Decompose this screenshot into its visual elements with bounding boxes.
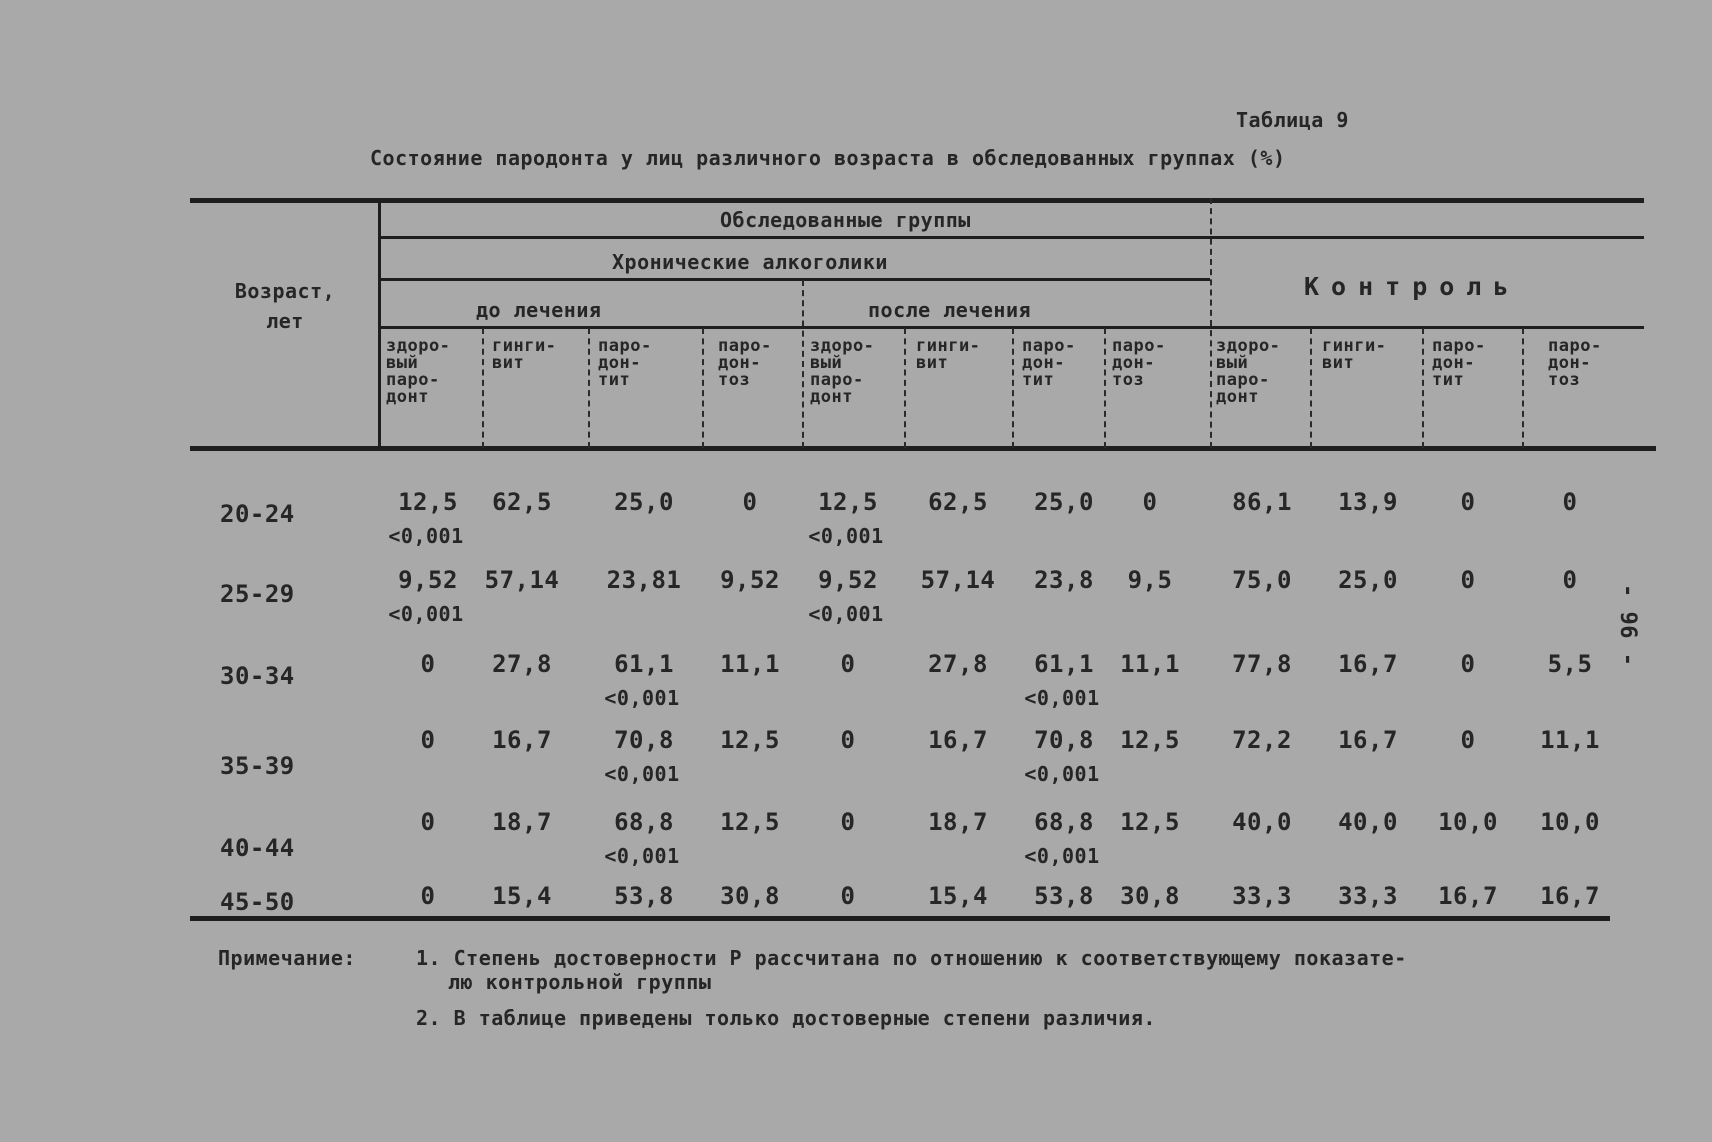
- table-cell: 77,8: [1232, 650, 1292, 678]
- p-value: <0,001: [604, 686, 680, 710]
- table-cell: 0: [1142, 488, 1158, 516]
- after-treatment-header: после лечения: [868, 298, 1032, 322]
- table-cell: 0: [840, 808, 856, 836]
- table-cell: 27,8: [928, 650, 988, 678]
- vline-c1: [482, 328, 484, 448]
- table-cell: 40,0: [1338, 808, 1398, 836]
- table-cell: 11,1: [720, 650, 780, 678]
- vline-c5: [904, 328, 906, 448]
- table-cell: 61,1: [614, 650, 674, 678]
- table-cell: 25,0: [1338, 566, 1398, 594]
- table-cell: 12,5: [1120, 726, 1180, 754]
- alcoholics-header: Хронические алкоголики: [612, 250, 888, 274]
- table-cell: 16,7: [492, 726, 552, 754]
- table-cell: 86,1: [1232, 488, 1292, 516]
- table-cell: 15,4: [492, 882, 552, 910]
- table-cell: 30,8: [1120, 882, 1180, 910]
- table-cell: 75,0: [1232, 566, 1292, 594]
- sub-header-periodontitis-after: паро- дон- тит: [1022, 336, 1076, 390]
- table-cell: 40,0: [1232, 808, 1292, 836]
- p-value: <0,001: [604, 762, 680, 786]
- age-header: Возраст, лет: [234, 279, 336, 333]
- vline-c6: [1012, 328, 1014, 448]
- header-bottom-rule: [190, 446, 1656, 451]
- table-cell: 18,7: [492, 808, 552, 836]
- vline-c10: [1422, 328, 1424, 448]
- row-age-label: 20-24: [220, 500, 295, 528]
- table-cell: 33,3: [1232, 882, 1292, 910]
- row-age-label: 35-39: [220, 752, 295, 780]
- vline-c7: [1104, 328, 1106, 448]
- sub-header-periodontosis-control: паро- дон- тоз: [1548, 336, 1602, 390]
- table-cell: 0: [420, 650, 436, 678]
- table-cell: 0: [840, 882, 856, 910]
- table-cell: 9,52: [720, 566, 780, 594]
- vline-c11: [1522, 328, 1524, 448]
- table-cell: 16,7: [1338, 726, 1398, 754]
- table-cell: 62,5: [492, 488, 552, 516]
- table-cell: 16,7: [1540, 882, 1600, 910]
- sub-header-periodontitis-control: паро- дон- тит: [1432, 336, 1486, 390]
- table-cell: 0: [1460, 488, 1476, 516]
- vline-before-after: [802, 280, 804, 448]
- sub-header-periodontosis-before: паро- дон- тоз: [718, 336, 772, 390]
- table-cell: 0: [1562, 566, 1578, 594]
- table-cell: 9,52: [818, 566, 878, 594]
- table-cell: 53,8: [1034, 882, 1094, 910]
- table-cell: 57,14: [484, 566, 560, 594]
- table-cell: 0: [742, 488, 758, 516]
- table-cell: 16,7: [928, 726, 988, 754]
- table-cell: 11,1: [1540, 726, 1600, 754]
- table-cell: 57,14: [920, 566, 996, 594]
- p-value: <0,001: [1024, 844, 1100, 868]
- p-value: <0,001: [1024, 762, 1100, 786]
- row-age-label: 40-44: [220, 834, 295, 862]
- table-cell: 62,5: [928, 488, 988, 516]
- table-cell: 27,8: [492, 650, 552, 678]
- table-cell: 25,0: [614, 488, 674, 516]
- table-cell: 61,1: [1034, 650, 1094, 678]
- table-cell: 12,5: [398, 488, 458, 516]
- table-cell: 33,3: [1338, 882, 1398, 910]
- sub-header-healthy-before: здоро- вый паро- донт: [386, 336, 451, 407]
- table-cell: 18,7: [928, 808, 988, 836]
- note-1-line-2: лю контрольной группы: [448, 970, 712, 994]
- table-cell: 70,8: [614, 726, 674, 754]
- vline-control: [1210, 198, 1212, 448]
- table-cell: 53,8: [614, 882, 674, 910]
- table-cell: 9,52: [398, 566, 458, 594]
- page-number: - 96 -: [1615, 584, 1640, 667]
- note-1-line-1: 1. Степень достоверности P рассчитана по отношению к соответствующему показате-: [416, 946, 1407, 970]
- table-cell: 16,7: [1338, 650, 1398, 678]
- vline-age: [378, 198, 381, 448]
- table-cell: 68,8: [1034, 808, 1094, 836]
- vline-c9: [1310, 328, 1312, 448]
- table-cell: 23,81: [606, 566, 682, 594]
- table-cell: 12,5: [720, 808, 780, 836]
- sub-header-gingivitis-control: гинги- вит: [1322, 336, 1387, 373]
- table-cell: 70,8: [1034, 726, 1094, 754]
- table-cell: 25,0: [1034, 488, 1094, 516]
- table-cell: 68,8: [614, 808, 674, 836]
- table-cell: 30,8: [720, 882, 780, 910]
- table-cell: 5,5: [1547, 650, 1593, 678]
- table-number: Таблица 9: [1236, 108, 1349, 132]
- sub-header-gingivitis-after: гинги- вит: [916, 336, 981, 373]
- p-value: <0,001: [808, 602, 884, 626]
- p-value: <0,001: [1024, 686, 1100, 710]
- table-cell: 12,5: [1120, 808, 1180, 836]
- table-cell: 0: [1460, 726, 1476, 754]
- table-cell: 9,5: [1127, 566, 1173, 594]
- examined-groups-header: Обследованные группы: [720, 208, 971, 232]
- vline-c2: [588, 328, 590, 448]
- table-cell: 23,8: [1034, 566, 1094, 594]
- row-age-label: 30-34: [220, 662, 295, 690]
- sub-header-periodontitis-before: паро- дон- тит: [598, 336, 652, 390]
- table-cell: 10,0: [1438, 808, 1498, 836]
- table-cell: 12,5: [720, 726, 780, 754]
- vline-c3: [702, 328, 704, 448]
- table-cell: 0: [1460, 650, 1476, 678]
- p-value: <0,001: [808, 524, 884, 548]
- table-title: Состояние пародонта у лиц различного возраста в обследованных группах (%): [370, 146, 1286, 170]
- table-cell: 0: [840, 726, 856, 754]
- sub-header-periodontosis-after: паро- дон- тоз: [1112, 336, 1166, 390]
- p-value: <0,001: [388, 602, 464, 626]
- table-cell: 0: [840, 650, 856, 678]
- note-label: Примечание:: [218, 946, 356, 970]
- table-cell: 72,2: [1232, 726, 1292, 754]
- table-cell: 11,1: [1120, 650, 1180, 678]
- top-rule: [190, 198, 1644, 203]
- table-cell: 10,0: [1540, 808, 1600, 836]
- p-value: <0,001: [388, 524, 464, 548]
- note-2: 2. В таблице приведены только достоверные степени различия.: [416, 1006, 1156, 1030]
- table-cell: 0: [420, 808, 436, 836]
- sub-header-healthy-control: здоро- вый паро- донт: [1216, 336, 1281, 407]
- sub-header-healthy-after: здоро- вый паро- донт: [810, 336, 875, 407]
- table-cell: 13,9: [1338, 488, 1398, 516]
- table-cell: 0: [1460, 566, 1476, 594]
- before-treatment-header: до лечения: [476, 298, 602, 322]
- rule-under-alcoholics: [380, 278, 1210, 281]
- table-cell: 0: [420, 726, 436, 754]
- row-age-label: 45-50: [220, 888, 295, 916]
- table-cell: 12,5: [818, 488, 878, 516]
- table-cell: 0: [420, 882, 436, 910]
- row-age-label: 25-29: [220, 580, 295, 608]
- bottom-rule: [190, 916, 1610, 921]
- rule-under-groups: [380, 236, 1644, 239]
- table-cell: 0: [1562, 488, 1578, 516]
- sub-header-gingivitis-before: гинги- вит: [492, 336, 557, 373]
- table-cell: 16,7: [1438, 882, 1498, 910]
- table-cell: 15,4: [928, 882, 988, 910]
- control-header: Контроль: [1304, 272, 1521, 301]
- p-value: <0,001: [604, 844, 680, 868]
